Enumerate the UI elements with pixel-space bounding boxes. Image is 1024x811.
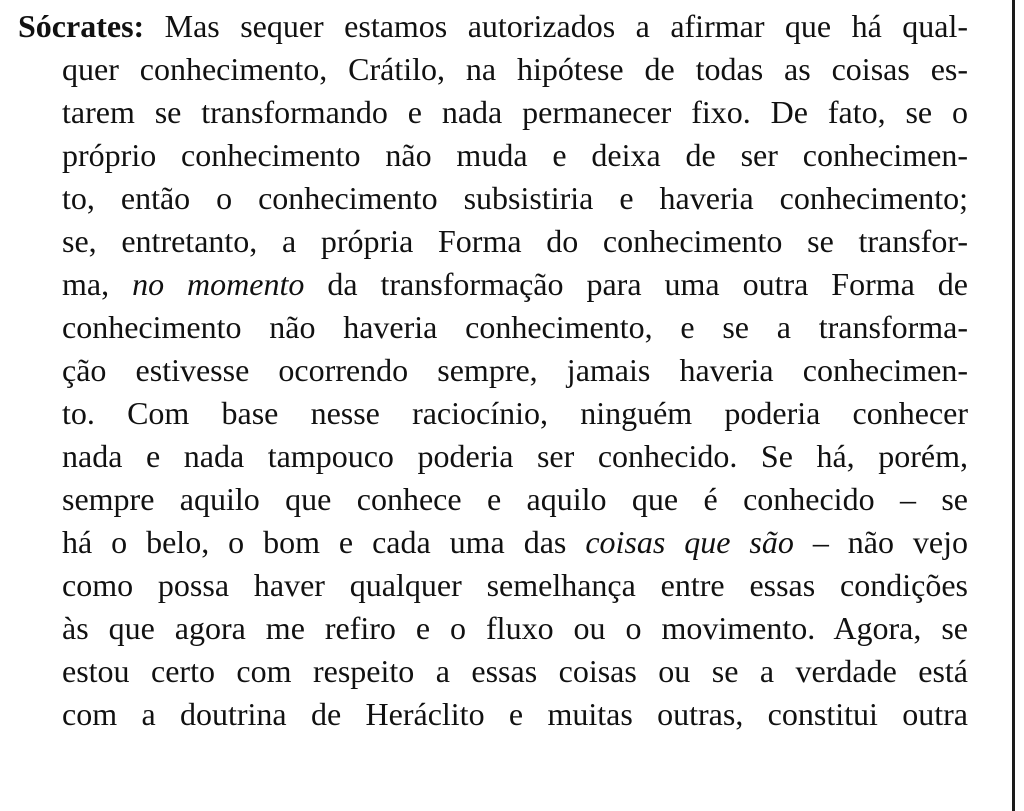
text-segment: como possa haver qualquer semelhança entre essas condições: [62, 567, 968, 603]
text-segment: há o belo, o bom e cada uma das: [62, 524, 586, 560]
text-line: [62, 49, 968, 89]
text-line: [62, 651, 968, 691]
italic-phrase: no momento: [132, 266, 305, 302]
text-line: [18, 6, 968, 46]
text-line: [62, 92, 968, 132]
text-line: [62, 608, 968, 648]
text-segment: tarem se transformando e nada permanecer fixo. De fato, se o: [62, 94, 968, 130]
text-segment: to. Com base nesse raciocínio, ninguém poderia conhecer: [62, 395, 968, 431]
text-line: [62, 221, 968, 261]
text-line: [62, 393, 968, 433]
text-line: [62, 522, 968, 562]
text-segment: às que agora me refiro e o fluxo ou o movimento. Agora, se: [62, 610, 968, 646]
text-line: [62, 436, 968, 476]
text-line: [62, 694, 968, 734]
text-segment: conhecimento não haveria conhecimento, e se a transforma-: [62, 309, 968, 345]
text-segment: sempre aquilo que conhece e aquilo que é conhecido – se: [62, 481, 968, 517]
text-segment: da transformação para uma outra Forma de: [304, 266, 968, 302]
text-segment: se, entretanto, a própria Forma do conhecimento se transfor-: [62, 223, 968, 259]
text-segment: próprio conhecimento não muda e deixa de ser conhecimen-: [62, 137, 968, 173]
text-line: [62, 350, 968, 390]
italic-phrase: coisas que são: [585, 524, 794, 560]
text-segment: Mas sequer estamos autorizados a afirmar que há qual-: [144, 8, 968, 44]
speaker-label: Sócrates:: [18, 8, 145, 44]
text-segment: quer conhecimento, Crátilo, na hipótese de todas as coisas es-: [62, 51, 968, 87]
text-segment: – não vejo: [793, 524, 969, 560]
text-segment: estou certo com respeito a essas coisas ou se a verdade está: [62, 653, 968, 689]
text-line: [62, 135, 968, 175]
text-segment: ção estivesse ocorrendo sempre, jamais haveria conhecimen-: [62, 352, 968, 388]
text-segment: ma,: [62, 266, 133, 302]
text-segment: to, então o conhecimento subsistiria e haveria conhecimento;: [62, 180, 968, 216]
text-line: [62, 479, 968, 519]
text-line: [62, 565, 968, 605]
text-segment: com a doutrina de Heráclito e muitas outras, constitui outra: [62, 696, 968, 732]
text-line: [62, 307, 968, 347]
text-line: [62, 264, 968, 304]
text-segment: nada e nada tampouco poderia ser conhecido. Se há, porém,: [62, 438, 968, 474]
page-edge-line: [1012, 0, 1015, 811]
text-line: [62, 178, 968, 218]
